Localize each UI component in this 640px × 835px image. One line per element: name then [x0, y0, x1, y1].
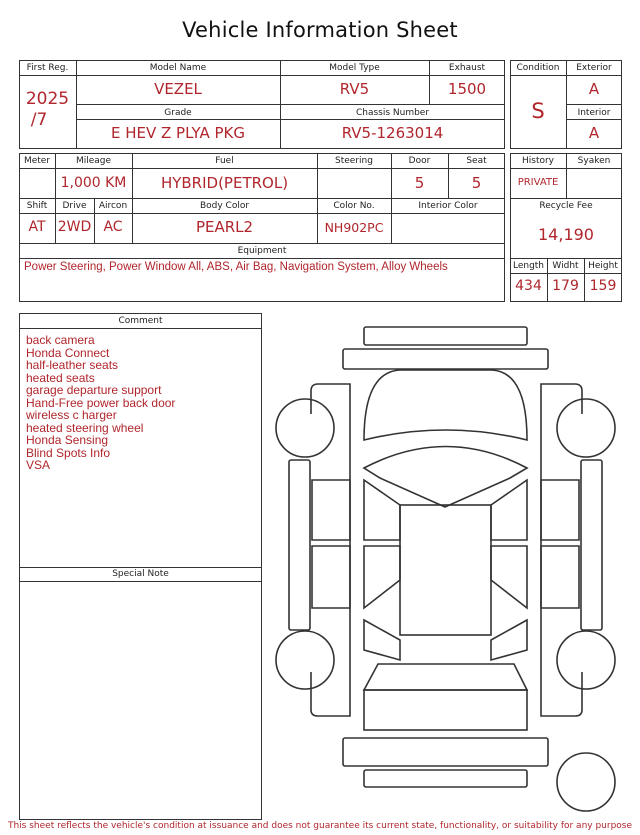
condition-value: S — [531, 99, 545, 123]
chassis-number-value: RV5-1263014 — [341, 124, 444, 142]
front-right-window-part — [491, 480, 527, 540]
exhaust-value: 1500 — [447, 80, 487, 98]
body-color-value: PEARL2 — [195, 218, 254, 236]
aircon-label: Aircon — [98, 201, 128, 211]
model-type-value: RV5 — [339, 80, 370, 98]
rear-bumper-part — [364, 770, 527, 787]
front-left-window-part — [364, 480, 400, 540]
roof-part — [400, 505, 491, 635]
length-value: 434 — [515, 278, 542, 294]
spare-tire-part — [557, 753, 615, 811]
grade-value: E HEV Z PLYA PKG — [110, 124, 246, 142]
model-name-value: VEZEL — [154, 80, 202, 98]
front-left-wheel-part — [276, 399, 334, 457]
mileage-value: 1,000 KM — [60, 175, 127, 191]
condition-label: Condition — [516, 63, 560, 73]
comment-item: Honda Sensing — [26, 433, 109, 447]
model-name-label: Model Name — [149, 63, 207, 73]
length-label: Length — [512, 261, 545, 271]
disclaimer-footer: This sheet reflects the vehicle's condition at issuance and does not guarantee its current state, functionality, or suitability for any purpose — [7, 821, 633, 831]
rear-right-wheel-part — [557, 631, 615, 689]
interior-color-label: Interior Color — [418, 201, 478, 211]
sheet-title: Vehicle Information Sheet — [182, 18, 458, 42]
front-left-door-part — [312, 480, 350, 540]
special-note-label: Special Note — [112, 569, 169, 579]
rear-left-door-part — [312, 546, 350, 608]
history-value: PRIVATE — [517, 177, 559, 188]
comment-item: heated seats — [26, 370, 95, 385]
first-reg-label: First Reg. — [26, 63, 69, 73]
comment-item: VSA — [26, 458, 51, 472]
front-right-wheel-part — [557, 399, 615, 457]
fuel-label: Fuel — [215, 156, 234, 166]
rear-left-window-part — [364, 546, 400, 608]
syaken-label: Syaken — [577, 156, 611, 166]
rear-left-wheel-part — [276, 631, 334, 689]
seat-value: 5 — [471, 174, 482, 192]
comment-item: Hand-Free power back door — [26, 395, 176, 410]
height-value: 159 — [589, 278, 617, 294]
rear-right-door-part — [541, 546, 579, 608]
comment-list — [26, 334, 175, 472]
height-label: Height — [588, 261, 618, 271]
door-value: 5 — [414, 174, 425, 192]
exterior-label: Exterior — [576, 63, 612, 73]
trunk-lid-part — [364, 690, 527, 730]
exterior-value: A — [588, 80, 600, 98]
interior-value: A — [588, 124, 600, 142]
shift-value: AT — [28, 219, 46, 235]
comment-item: Blind Spots Info — [26, 445, 111, 460]
seat-label: Seat — [466, 156, 487, 166]
rear-left-fender-part — [311, 672, 350, 716]
body-color-label: Body Color — [199, 201, 250, 211]
aircon-value: AC — [103, 219, 123, 235]
chassis-number-label: Chassis Number — [355, 108, 430, 118]
right-side-skirt-part — [581, 460, 602, 630]
left-side-skirt-part — [289, 460, 310, 630]
meter-label: Meter — [23, 156, 51, 166]
comment-item: back camera — [26, 333, 95, 347]
steering-label: Steering — [335, 156, 373, 166]
first-reg-year: 2025 — [25, 89, 70, 109]
front-right-fender-part — [541, 384, 582, 414]
width-label: Widht — [552, 261, 579, 271]
mileage-label: Mileage — [75, 156, 112, 166]
grade-label: Grade — [164, 108, 192, 118]
rear-right-fender-part — [541, 672, 582, 716]
width-value: 179 — [552, 278, 579, 294]
front-bumper-part — [364, 327, 527, 345]
comment-item: half-leather seats — [26, 358, 119, 372]
model-type-label: Model Type — [329, 63, 380, 73]
shift-label: Shift — [26, 201, 48, 211]
history-label: History — [521, 156, 555, 166]
comment-label: Comment — [118, 316, 163, 326]
color-no-label: Color No. — [333, 201, 375, 211]
equipment-value: Power Steering, Power Window All, ABS, Air Bag, Navigation System, Alloy Wheels — [24, 261, 448, 273]
comment-item: Honda Connect — [26, 345, 110, 360]
front-right-door-part — [541, 480, 579, 540]
comment-item: heated steering wheel — [26, 420, 144, 435]
body-outline-part — [350, 414, 541, 700]
interior-label: Interior — [577, 108, 611, 118]
equipment-label: Equipment — [237, 246, 287, 256]
rear-panel-part — [343, 738, 548, 766]
color-no-value: NH902PC — [324, 220, 384, 235]
rear-right-window-part — [491, 546, 527, 608]
recycle-fee-value: 14,190 — [538, 225, 594, 244]
right-quarter-panel-part — [491, 620, 527, 660]
door-label: Door — [408, 156, 431, 166]
drive-value: 2WD — [57, 219, 92, 235]
front-left-fender-part — [311, 384, 350, 414]
first-reg-month: /7 — [30, 110, 48, 130]
car-diagram — [268, 318, 623, 820]
exhaust-label: Exhaust — [448, 63, 486, 73]
comment-item: garage departure support — [26, 383, 162, 397]
recycle-fee-label: Recycle Fee — [539, 201, 593, 211]
hood-part — [364, 370, 527, 440]
front-grille-part — [343, 349, 548, 369]
comment-item: wireless c harger — [26, 408, 117, 422]
fuel-value: HYBRID(PETROL) — [160, 174, 289, 192]
drive-label: Drive — [62, 201, 87, 211]
left-quarter-panel-part — [364, 620, 400, 660]
rear-window-part — [364, 664, 527, 690]
